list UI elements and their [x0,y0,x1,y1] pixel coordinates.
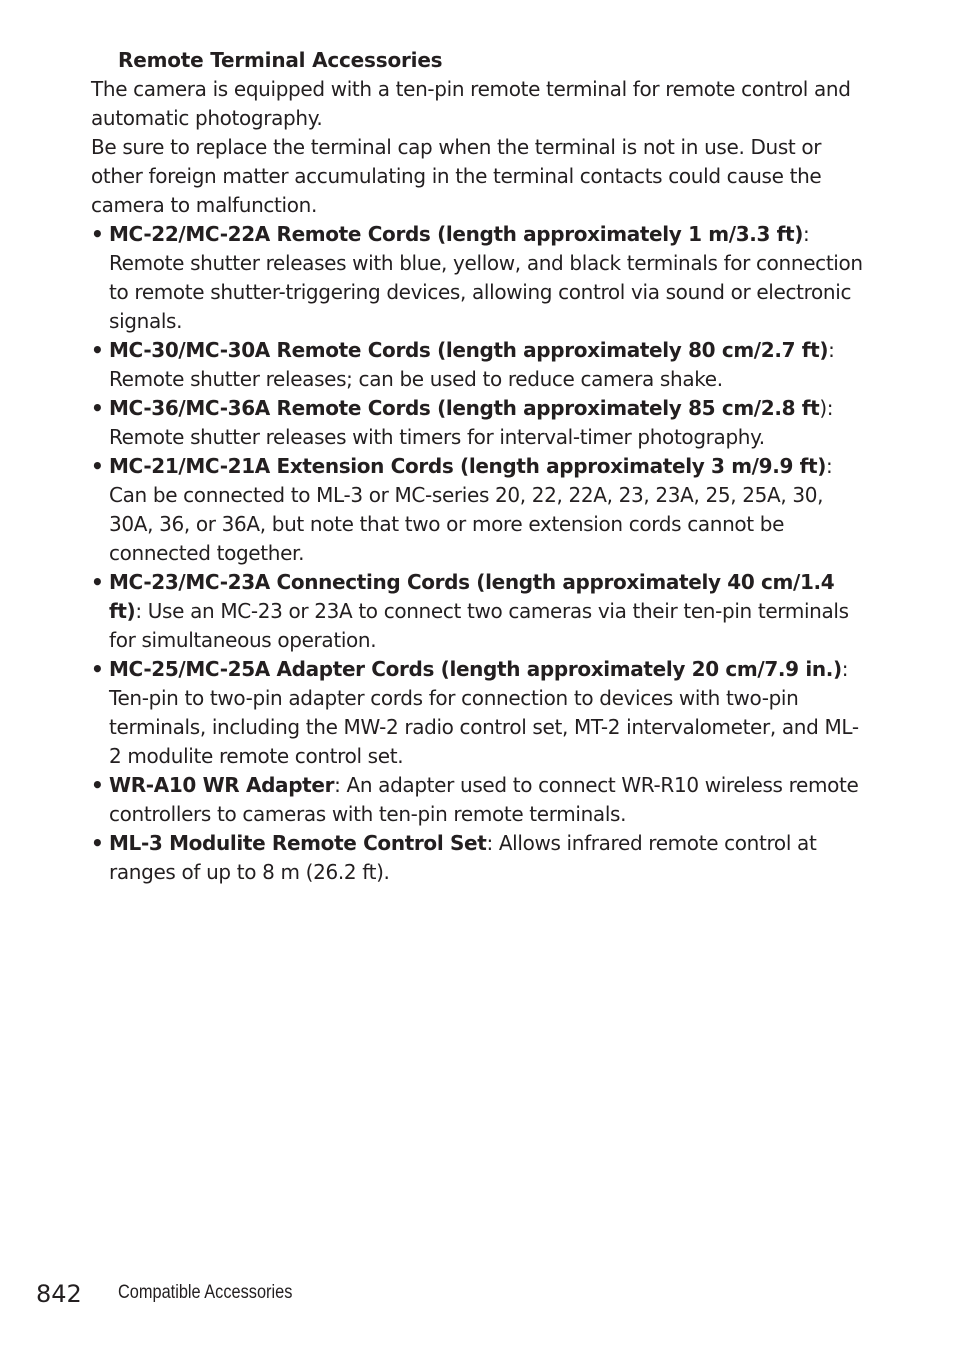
intro-paragraph: The camera is equipped with a ten-pin remote terminal for remote control and automatic photography. [91,77,851,130]
item-description: : Can be connected to ML-3 or MC-series 20, 22, 22A, 23, 23A, 25, 25A, 30, 30A, 36, or 36A, but note that two or more extension cords cannot be connected together. [109,454,833,565]
item-term: MC-30/MC-30A Remote Cords (length approximately 80 cm/2.7 ft) [109,338,829,362]
bullet-icon: • [91,657,104,681]
bullet-icon: • [91,570,104,594]
bullet-icon: • [91,773,104,797]
list-item [91,452,871,568]
item-description: : Remote shutter releases with blue, yellow, and black terminals for connection to remote shutter-triggering devices, allowing control via sound or electronic signals. [109,222,863,333]
bullet-icon: • [91,831,104,855]
page-number: 842 [36,1280,82,1308]
item-term: MC-22/MC-22A Remote Cords (length approximately 1 m/3.3 ft) [109,222,804,246]
item-term: MC-25/MC-25A Adapter Cords (length approximately 20 cm/7.9 in.) [109,657,842,681]
caution-paragraph: Be sure to replace the terminal cap when the terminal is not in use. Dust or other foreign matter accumulating in the terminal contacts could cause the camera to malfunction. [91,135,822,217]
chapter-title: Compatible Accessories [118,1282,293,1303]
bullet-icon: • [91,338,104,362]
item-description: : An adapter used to connect WR-R10 wireless remote controllers to cameras with ten-pin remote terminals. [109,773,859,826]
section-heading: Remote Terminal Accessories [118,48,443,72]
item-term: MC-36/MC-36A Remote Cords (length approximately 85 cm/2.8 ft [109,396,820,420]
list-item [91,336,871,394]
item-term: ML-3 Modulite Remote Control Set [109,831,487,855]
item-term: MC-21/MC-21A Extension Cords (length approximately 3 m/9.9 ft) [109,454,826,478]
list-item [91,568,871,655]
item-description: ): Remote shutter releases with timers for interval-timer photography. [109,396,834,449]
item-term: MC-23/MC-23A Connecting Cords (length approximately 40 cm/1.4 ft) [109,570,835,623]
list-item [91,394,871,452]
item-description: : Allows infrared remote control at ranges of up to 8 m (26.2 ft). [109,831,817,884]
item-term: WR-A10 WR Adapter [109,773,335,797]
list-item [91,220,871,336]
item-description: : Use an MC-23 or 23A to connect two cameras via their ten-pin terminals for simultaneous operation. [109,599,849,652]
list-item [91,655,871,771]
bullet-icon: • [91,222,104,246]
item-description: : Remote shutter releases; can be used to reduce camera shake. [109,338,835,391]
bullet-icon: • [91,396,104,420]
item-description: : Ten-pin to two-pin adapter cords for connection to devices with two-pin terminals, including the MW-2 radio control set, MT-2 intervalometer, and ML-2 modulite remote control set. [109,657,859,768]
list-item [91,829,871,887]
list-item [91,771,871,829]
bullet-icon: • [91,454,104,478]
accessory-list [91,220,871,887]
